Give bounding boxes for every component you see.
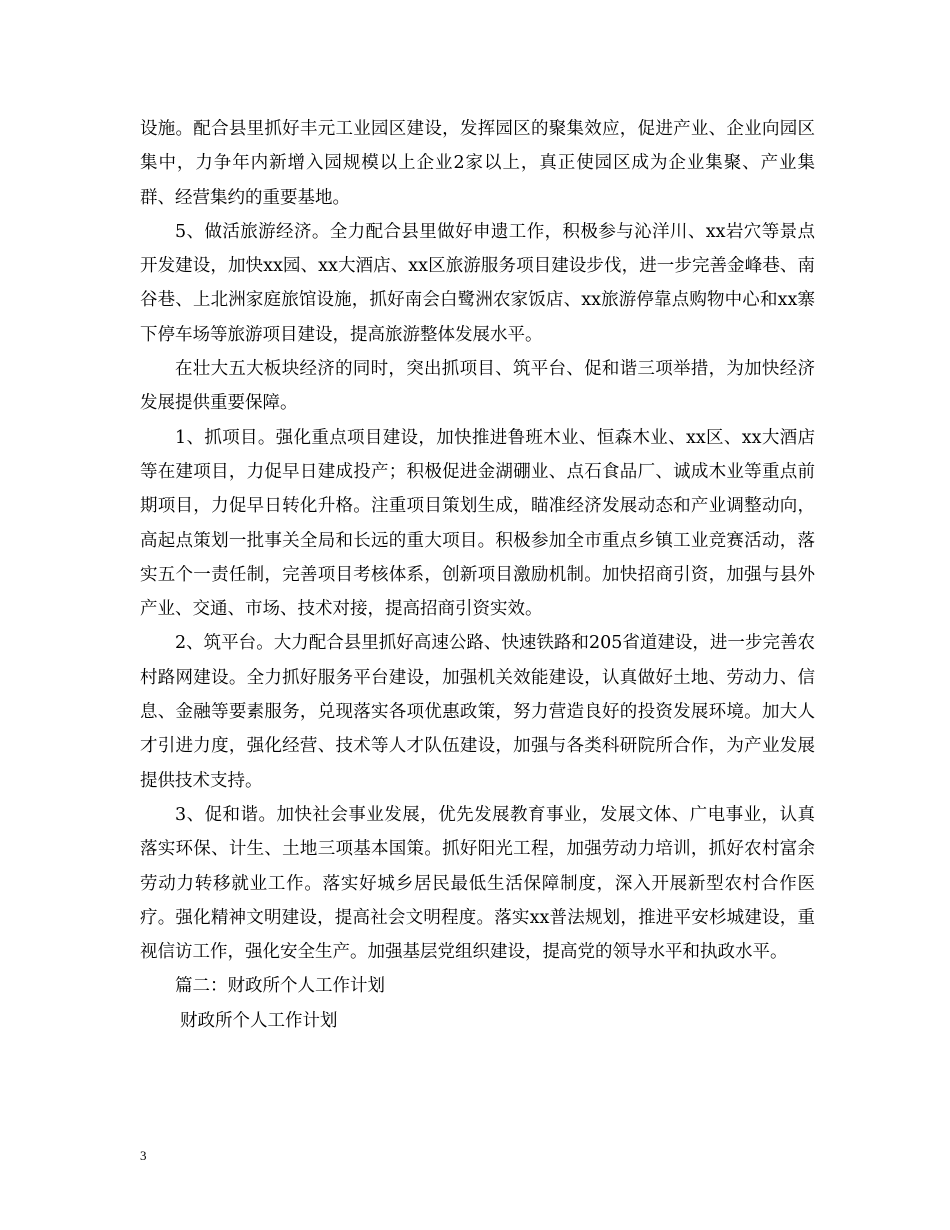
section-subtitle: 财政所个人工作计划 (180, 1010, 338, 1031)
paragraph-continuation: 设施。配合县里抓好丰元工业园区建设，发挥园区的聚集效应，促进产业、企业向园区集中，力争年内新增入园规模以上企业2家以上，真正使园区成为企业集聚、产业集群、经营集约的重要基地。 (140, 119, 815, 208)
page-number: 3 (140, 1148, 147, 1163)
section-heading: 篇二：财政所个人工作计划 (175, 976, 385, 997)
paragraph-tourism: 5、做活旅游经济。全力配合县里做好申遗工作，积极参与沁洋川、xx岩穴等景点开发建设，加快xx园、xx大酒店、xx区旅游服务项目建设步伐，进一步完善金峰巷、南谷巷、上北洲家庭旅馆设施，抓好南会白鹭洲农家饭店、xx旅游停靠点购物中心和xx寨下停车场等旅游项目建设，提高旅游整体发展水平。 (140, 221, 815, 345)
paragraph-measures-intro: 在壮大五大板块经济的同时，突出抓项目、筑平台、促和谐三项举措，为加快经济发展提供重要保障。 (140, 359, 815, 414)
paragraph-projects: 1、抓项目。强化重点项目建设，加快推进鲁班木业、恒森木业、xx区、xx大酒店等在建项目，力促早日建成投产；积极促进金湖硼业、点石食品厂、诚成木业等重点前期项目，力促早日转化升格。注重项目策划生成，瞄准经济发展动态和产业调整动向，高起点策划一批事关全局和长远的重大项目。积极参加全市重点乡镇工业竞赛活动，落实五个一责任制，完善项目考核体系，创新项目激励机制。加快招商引资，加强与县外产业、交通、市场、技术对接，提高招商引资实效。 (140, 427, 815, 620)
paragraph-platform: 2、筑平台。大力配合县里抓好高速公路、快速铁路和205省道建设，进一步完善农村路网建设。全力抓好服务平台建设，加强机关效能建设，认真做好土地、劳动力、信息、金融等要素服务，兑现落实各项优惠政策，努力营造良好的投资发展环境。加大人才引进力度，强化经营、技术等人才队伍建设，加强与各类科研院所合作，为产业发展提供技术支持。 (140, 633, 815, 791)
document-body (140, 112, 815, 1038)
paragraph-harmony: 3、促和谐。加快社会事业发展，优先发展教育事业，发展文体、广电事业，认真落实环保、计生、土地三项基本国策。抓好阳光工程，加强劳动力培训，抓好农村富余劳动力转移就业工作。落实好城乡居民最低生活保障制度，深入开展新型农村合作医疗。强化精神文明建设，提高社会文明程度。落实xx普法规划，推进平安杉城建设，重视信访工作，强化安全生产。加强基层党组织建设，提高党的领导水平和执政水平。 (140, 804, 815, 963)
